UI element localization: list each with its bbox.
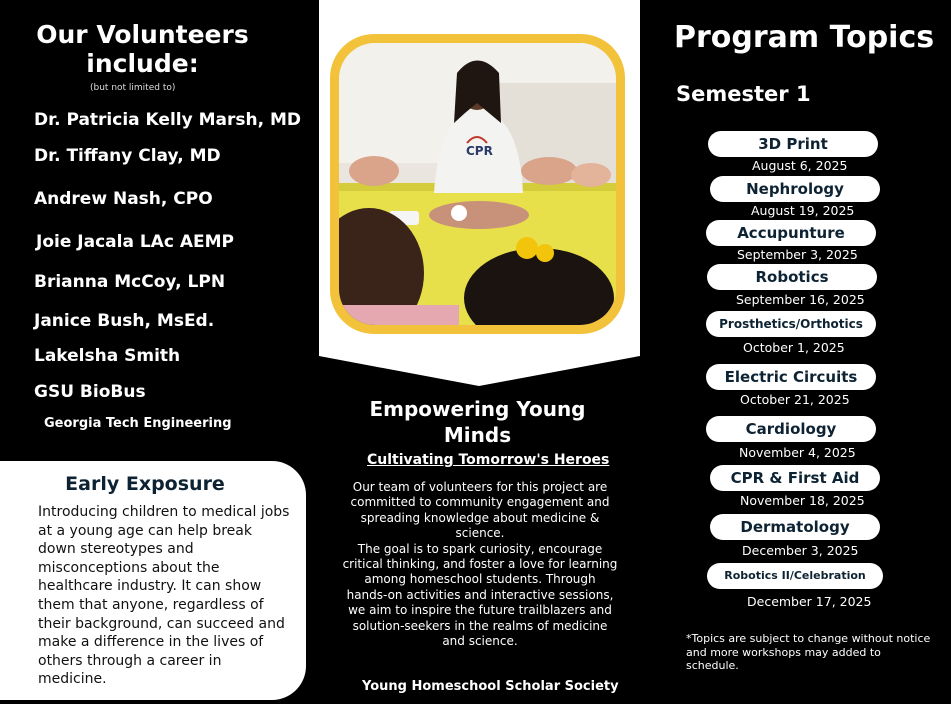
early-exposure-text: Introducing children to medical jobs at a young age can help break down stereotypes and misconceptions about the healthcare industry. It can show them that anyone, regardless of their background, can succeed and make a difference in the lives of others through a career in medicine. <box>38 504 290 688</box>
topic-pill: Accupunture <box>706 220 876 246</box>
volunteer-name: Georgia Tech Engineering <box>44 416 232 431</box>
empowering-paragraph-1: Our team of volunteers for this project are committed to community engagement and spreading knowledge about medicine & science. <box>350 480 610 541</box>
topic-date: December 17, 2025 <box>747 594 872 609</box>
early-exposure-title: Early Exposure <box>65 473 225 495</box>
topic-date: November 18, 2025 <box>740 493 865 508</box>
topic-date: November 4, 2025 <box>739 445 856 460</box>
empowering-title: Empowering Young Minds <box>369 397 586 447</box>
semester-heading: Semester 1 <box>676 82 811 106</box>
topic-date: September 16, 2025 <box>736 292 865 307</box>
topic-date: August 19, 2025 <box>751 203 855 218</box>
topic-pill: 3D Print <box>708 131 878 157</box>
topic-pill: Robotics <box>707 264 877 290</box>
topic-date: December 3, 2025 <box>742 543 859 558</box>
volunteer-name: Brianna McCoy, LPN <box>34 272 226 292</box>
topic-date: August 6, 2025 <box>752 158 848 173</box>
shirt-text: CPR <box>466 144 493 158</box>
topic-date: September 3, 2025 <box>737 247 858 262</box>
topic-pill: Robotics II/Celebration <box>707 563 883 589</box>
volunteer-name: Lakelsha Smith <box>34 346 181 366</box>
topics-footnote: *Topics are subject to change without notice and more workshops may added to schedule. <box>686 632 931 672</box>
volunteers-title: Our Volunteers include: <box>36 20 249 78</box>
volunteer-name: Dr. Patricia Kelly Marsh, MD <box>34 110 302 130</box>
organization-name: Young Homeschool Scholar Society <box>362 679 619 694</box>
empowering-subtitle: Cultivating Tomorrow's Heroes <box>367 452 610 468</box>
topic-pill: CPR & First Aid <box>710 465 880 491</box>
volunteer-name: Dr. Tiffany Clay, MD <box>34 146 221 166</box>
volunteer-name: GSU BioBus <box>34 382 146 402</box>
volunteer-name: Janice Bush, MsEd. <box>34 311 215 331</box>
topic-date: October 21, 2025 <box>740 392 850 407</box>
topic-pill: Nephrology <box>710 176 880 202</box>
volunteer-name: Andrew Nash, CPO <box>34 189 213 209</box>
topic-pill: Dermatology <box>710 514 880 540</box>
empowering-body <box>342 480 618 649</box>
topic-date: October 1, 2025 <box>743 340 845 355</box>
volunteer-name: Joie Jacala LAc AEMP <box>36 232 234 252</box>
volunteers-note: (but not limited to) <box>90 83 176 93</box>
topic-pill: Prosthetics/Orthotics <box>706 311 876 337</box>
empowering-paragraph-2: The goal is to spark curiosity, encourage critical thinking, and foster a love for learning among homeschool students. Through hands-on activities and interactive sessions, we aim to inspire the future trailblazers and solution-seekers in the realms of medicine and science. <box>342 541 618 649</box>
program-topics-title: Program Topics <box>674 20 935 55</box>
topic-pill: Electric Circuits <box>706 364 876 390</box>
topic-pill: Cardiology <box>706 416 876 442</box>
cpr-training-photo <box>339 43 616 325</box>
early-exposure-card <box>0 461 306 700</box>
